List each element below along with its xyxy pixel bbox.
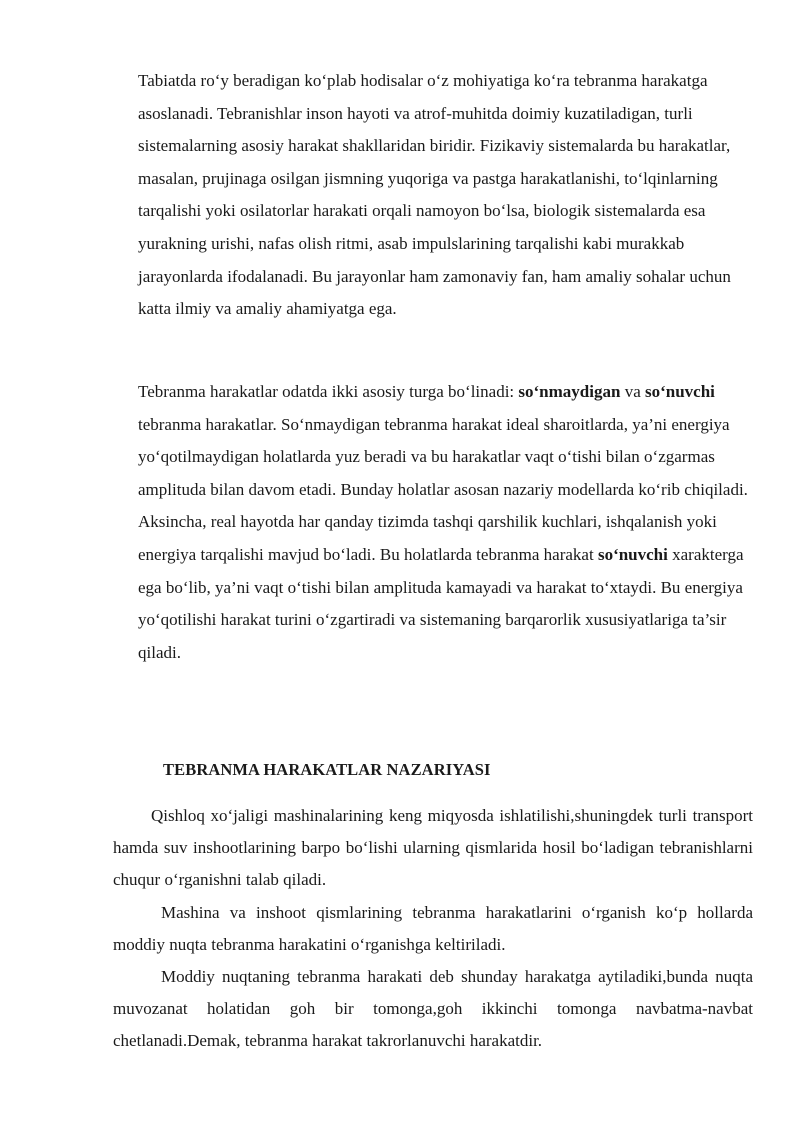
oscillation-types-paragraph (138, 376, 750, 669)
section-heading: TEBRANMA HARAKATLAR NAZARIYASI (163, 760, 491, 779)
text-run: Tebranma harakatlar odatda ikki asosiy turga bo‘linadi: (138, 382, 519, 401)
bold-term-damped: so‘nuvchi (644, 382, 715, 401)
bold-term-undamped: so‘nmaydigan (518, 382, 621, 401)
text-run: tebranma harakatlar. So‘nmaydigan tebranma harakat ideal sharoitlarda, ya’ni energiya yo‘qotilmaydigan holatlarda yuz beradi va bu harakatlar vaqt o‘tishi bilan o‘zgarmas amplituda bilan davom etadi. Bunday holatlar asosan nazariy modellarda ko‘rib chiqiladi. Aksincha, real hayotda har qanday tizimda tashqi qarshilik kuchlari, ishqalanish yoki energiya tarqalishi mavjud bo‘ladi. Bu holatlarda tebranma harakat (138, 414, 748, 564)
body-paragraph: Moddiy nuqtaning tebranma harakati deb shunday harakatga aytiladiki,bunda nuqta muvozanat holatidan goh bir tomonga,goh ikkinchi tomonga navbatma-navbat chetlanadi.Demak, tebranma harakat takrorlanuvchi harakatdir. (113, 967, 753, 1050)
bold-term-damped: so‘nuvchi (597, 544, 668, 564)
body-paragraph: Mashina va inshoot qismlarining tebranma harakatlarini o‘rganish ko‘p hollarda moddiy nuqta tebranma harakatini o‘rganishga keltiriladi. (113, 903, 753, 954)
text-run: xarakterga ega bo‘lib, ya’ni vaqt o‘tishi bilan amplituda kamayadi va harakat to‘xtaydi. Bu energiya yo‘qotilishi harakat turini o‘zgartiradi va sistemaning barqarorlik xususiyatlariga ta’sir qiladi. (138, 544, 744, 662)
body-paragraph: Qishloq xo‘jaligi mashinalarining keng miqyosda ishlatilishi,shuningdek turli transport hamda suv inshootlarining barpo bo‘lishi ularning qismlarida hosil bo‘ladigan tebranishlarni chuqur o‘rganishni talab qiladi. (113, 806, 753, 889)
intro-paragraph: Tabiatda ro‘y beradigan ko‘plab hodisalar o‘z mohiyatiga ko‘ra tebranma harakatga asoslanadi. Tebranishlar inson hayoti va atrof-muhitda doimiy kuzatiladigan, turli sistemalarning asosiy harakat shakllaridan biridir. Fizikaviy sistemalarda bu harakatlar, masalan, prujinaga osilgan jismning yuqoriga va pastga harakatlanishi, to‘lqinlarning tarqalishi yoki osilatorlar harakati orqali namoyon bo‘lsa, biologik sistemalarda esa yurakning urishi, nafas olish ritmi, asab impulslarining tarqalishi kabi murakkab jarayonlarda ifodalanadi. Bu jarayonlar ham zamonaviy fan, ham amaliy sohalar uchun katta ilmiy va amaliy ahamiyatga ega. (138, 71, 731, 319)
text-run: va (620, 382, 645, 401)
